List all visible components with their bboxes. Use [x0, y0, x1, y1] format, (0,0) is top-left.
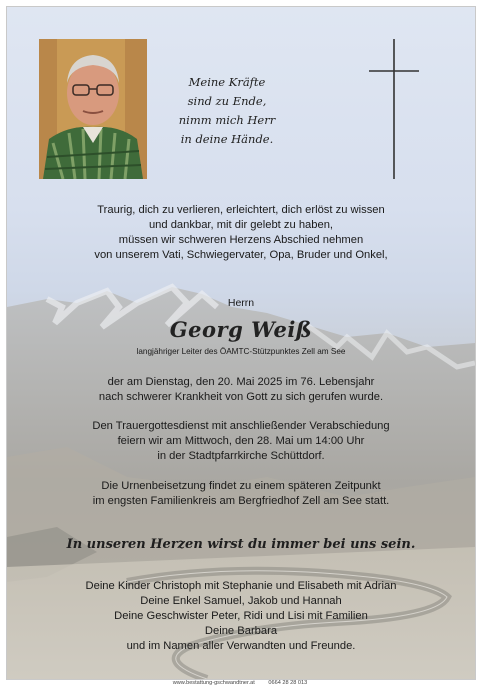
verse — [157, 73, 297, 149]
death-line: nach schwerer Krankheit von Gott zu sich gerufen wurde. — [98, 391, 384, 403]
service-line: feiern wir am Mittwoch, den 28. Mai um 14:00 Uhr — [117, 435, 365, 447]
death-notice — [7, 375, 475, 405]
deceased-name: Georg Weiß — [169, 317, 313, 342]
intro-text — [7, 203, 475, 263]
family-line: Deine Geschwister Peter, Ridi und Lisi mit Familien — [114, 610, 368, 622]
family-list — [7, 579, 475, 654]
deceased-title: langjähriger Leiter des ÖAMTC-Stützpunktes Zell am See — [136, 347, 346, 356]
motto: In unseren Herzen wirst du immer bei uns sein. — [66, 537, 416, 552]
intro-line: von unserem Vati, Schwiegervater, Opa, Bruder und Onkel, — [94, 249, 388, 261]
intro-line: Traurig, dich zu verlieren, erleichtert, dich erlöst zu wissen — [97, 204, 385, 216]
urn-notice — [7, 479, 475, 509]
family-line: Deine Kinder Christoph mit Stephanie und Elisabeth mit Adrian — [85, 580, 397, 592]
salutation: Herrn — [227, 297, 255, 309]
parte-card — [6, 6, 476, 680]
urn-line: im engsten Familienkreis am Bergfriedhof Zell am See statt. — [92, 495, 390, 507]
cross-icon — [369, 39, 419, 179]
death-line: der am Dienstag, den 20. Mai 2025 im 76. Lebensjahr — [107, 376, 375, 388]
verse-line: Meine Kräfte — [188, 75, 266, 89]
footer-phone: 0664 28 28 013 — [268, 680, 308, 686]
urn-line: Die Urnenbeisetzung findet zu einem späteren Zeitpunkt — [101, 480, 381, 492]
family-line: Deine Enkel Samuel, Jakob und Hannah — [140, 595, 342, 607]
footer-website[interactable]: www.bestattung-gschwandtner.at — [172, 680, 255, 686]
intro-line: und dankbar, mit dir gelebt zu haben, — [148, 219, 334, 231]
verse-line: in deine Hände. — [180, 132, 274, 146]
service-line: Den Trauergottesdienst mit anschließender Verabschiedung — [92, 420, 390, 432]
intro-line: müssen wir schweren Herzens Abschied nehmen — [118, 234, 364, 246]
portrait-photo — [39, 39, 147, 179]
verse-line: nimm mich Herr — [178, 113, 276, 127]
verse-line: sind zu Ende, — [187, 94, 267, 108]
portrait-illustration — [39, 39, 147, 179]
family-line: und im Namen aller Verwandten und Freunde. — [126, 640, 356, 652]
footer — [0, 680, 480, 686]
service-notice — [7, 419, 475, 464]
service-line: in der Stadtpfarrkirche Schüttdorf. — [157, 450, 325, 462]
family-line: Deine Barbara — [204, 625, 278, 637]
